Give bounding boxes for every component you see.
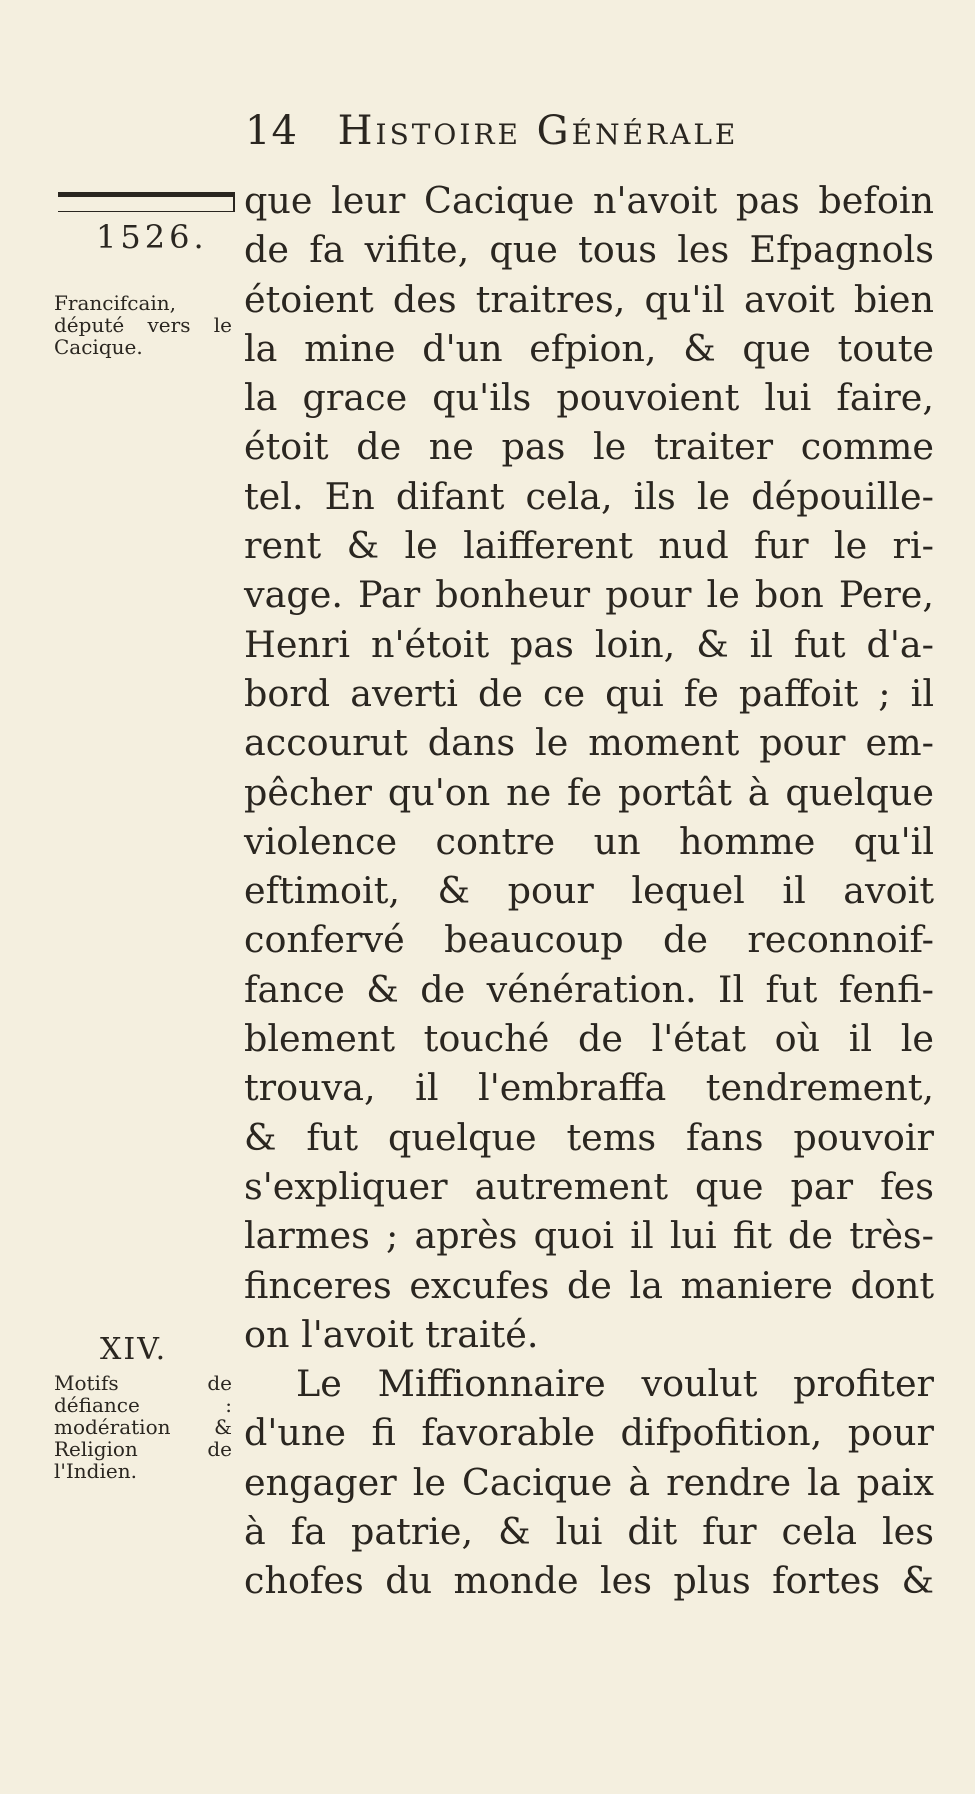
text-line: la grace qu'ils pouvoient lui faire,: [244, 376, 934, 420]
text-line: on l'avoit traité.: [244, 1312, 539, 1356]
text-line: accourut dans le moment pour em-: [244, 721, 934, 765]
text-line: d'une fi favorable difpofition, pour: [244, 1411, 934, 1455]
text-line: s'expliquer autrement que par fes: [244, 1164, 934, 1208]
text-line: à fa patrie, & lui dit fur cela les: [244, 1510, 934, 1554]
text-line: blement touché de l'état où il le: [244, 1017, 934, 1061]
text-line: engager le Cacique à rendre la paix: [244, 1460, 934, 1504]
text-line: bord averti de ce qui fe paffoit ; il: [244, 671, 934, 715]
margin-note-francifcain: Francifcain, député vers le Cacique.: [54, 291, 232, 359]
text-line: vage. Par bonheur pour le bon Pere,: [244, 573, 934, 617]
text-line: que leur Cacique n'avoit pas befoin: [244, 179, 934, 222]
running-header: [245, 108, 935, 154]
text-line: trouva, il l'embraffa tendrement,: [244, 1066, 934, 1110]
text-line: larmes ; après quoi il lui fit de très-: [244, 1214, 934, 1258]
text-line: Henri n'étoit pas loin, & il fut d'a-: [244, 622, 934, 666]
text-line: finceres excufes de la maniere dont: [244, 1263, 934, 1307]
margin-note-motifs: Motifs de défiance : modération & Religion de l'Indien.: [54, 1371, 232, 1483]
text-line: chofes du monde les plus fortes &: [244, 1559, 934, 1603]
text-line: de fa vifite, que tous les Efpagnols: [244, 228, 934, 272]
text-line: la mine d'un efpion, & que toute: [244, 326, 934, 370]
text-line: Le Miffionnaire voulut profiter: [296, 1362, 934, 1406]
margin-ornament: [58, 192, 235, 212]
text-line: pêcher qu'on ne fe portât à quelque: [244, 770, 934, 814]
running-title: Histoire Générale: [337, 108, 739, 154]
text-line: violence contre un homme qu'il: [244, 819, 934, 863]
text-line: fance & de vénération. Il fut fenfi-: [244, 967, 934, 1011]
text-line: étoit de ne pas le traiter comme: [244, 425, 934, 469]
text-line: étoient des traitres, qu'il avoit bien: [244, 277, 934, 321]
text-line: & fut quelque tems fans pouvoir: [244, 1115, 934, 1159]
body-text: [244, 176, 934, 1606]
section-number: XIV.: [100, 1332, 168, 1367]
text-line: rent & le laifferent nud fur le ri-: [244, 524, 934, 568]
text-line: confervé beaucoup de reconnoif-: [244, 918, 934, 962]
text-line: eftimoit, & pour lequel il avoit: [244, 869, 934, 913]
page-number: 14: [245, 108, 298, 154]
margin-year: 1526.: [96, 218, 208, 256]
text-line: tel. En difant cela, ils le dépouille-: [244, 474, 934, 518]
